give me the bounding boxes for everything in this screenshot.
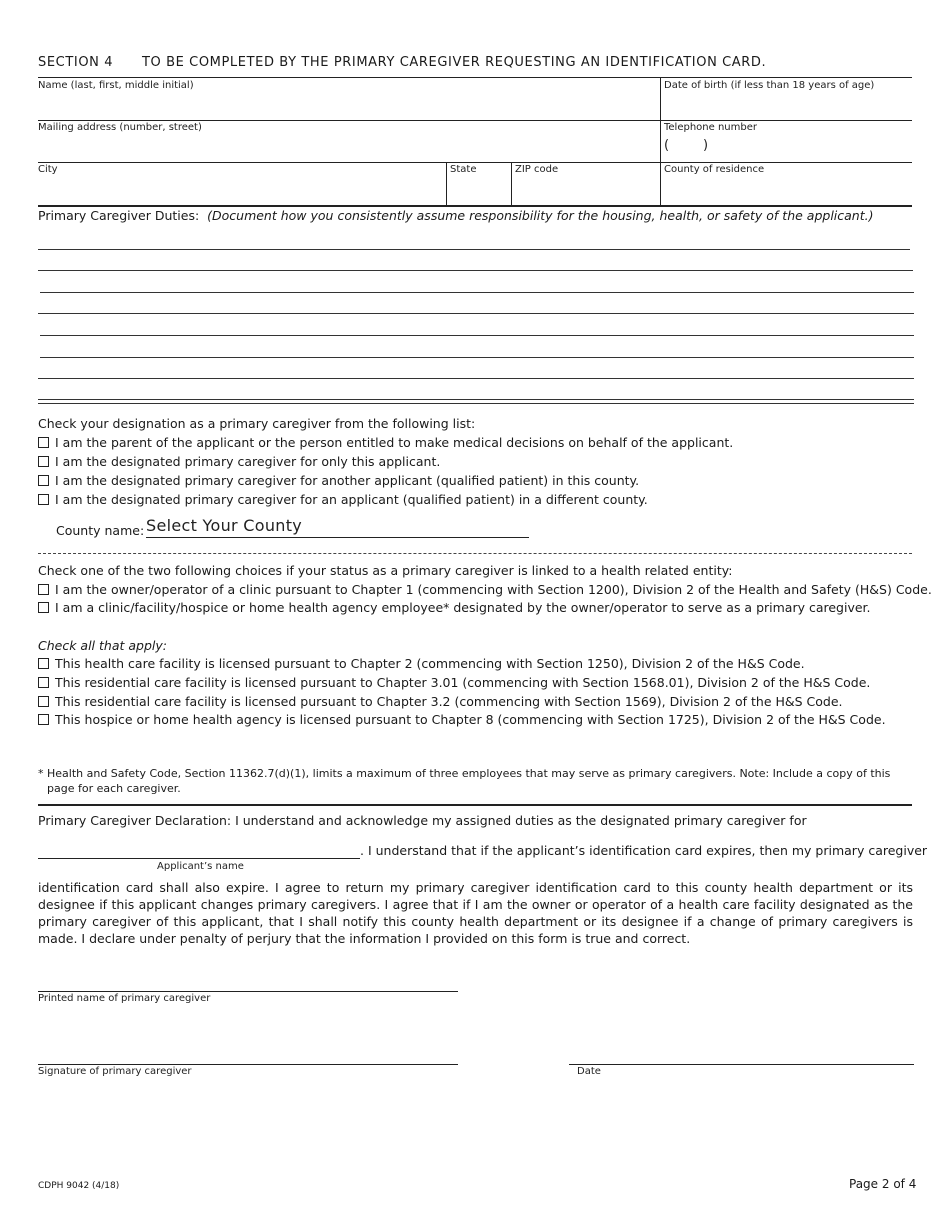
health-entity-prompt: Check one of the two following choices if your status as a primary caregiver is linked to a health related entity: [38, 563, 733, 578]
declaration-paragraph: identification card shall also expire. I agree to return my primary caregiver identification card to this county health department or its designee if this applicant changes primary caregivers. I agree that if I am the owner or operator of a health care facility designated as the primary caregiver of this applicant, that I shall notify this county health department or its designee if a change of primary caregivers is made. I declare under penalty of perjury that the information I provided on this form is true and correct. [38, 880, 913, 946]
apply-option-label: This residential care facility is licensed pursuant to Chapter 3.01 (commencing with Section 1568.01), Division 2 of the H&S Code. [55, 675, 871, 690]
section-number: SECTION 4 [38, 55, 114, 70]
apply-option-label: This residential care facility is licensed pursuant to Chapter 3.2 (commencing with Section 1569), Division 2 of the H&S Code. [55, 694, 843, 709]
applicant-name-field[interactable] [40, 840, 358, 858]
city-label: City [38, 164, 58, 175]
signature-rule [38, 1064, 458, 1065]
apply-option-label: This hospice or home health agency is licensed pursuant to Chapter 8 (commencing with Section 1725), Division 2 of the H&S Code. [55, 712, 886, 727]
declaration-intro: Primary Caregiver Declaration: I understand and acknowledge my assigned duties as the designated primary caregiver for [38, 813, 807, 828]
duties-rule [38, 313, 914, 314]
duties-rule [40, 335, 914, 336]
designation-option [38, 435, 733, 450]
duties-rule [38, 378, 914, 379]
apply-checkbox[interactable] [38, 714, 49, 725]
designation-option-label: I am the designated primary caregiver for only this applicant. [55, 454, 441, 469]
footnote [38, 766, 904, 796]
designation-checkbox[interactable] [38, 456, 49, 467]
duties-rule [40, 292, 914, 293]
date-field[interactable] [572, 1043, 910, 1063]
duties-instruction: (Document how you consistently assume responsibility for the housing, health, or safety of the applicant.) [207, 208, 874, 223]
dob-label: Date of birth (if less than 18 years of age) [664, 80, 875, 91]
duties-rule [40, 357, 914, 358]
duties-rule [38, 249, 910, 250]
designation-checkbox[interactable] [38, 494, 49, 505]
duties-heading [38, 208, 873, 223]
page-number: Page 2 of 4 [849, 1177, 917, 1191]
designation-option-label: I am the parent of the applicant or the person entitled to make medical decisions on behalf of the applicant. [55, 435, 734, 450]
section-header [38, 55, 766, 70]
county-name-select[interactable] [146, 514, 529, 538]
health-entity-option [38, 582, 932, 597]
grid-row-divider [38, 162, 912, 163]
designation-option [38, 454, 440, 469]
printed-name-label: Printed name of primary caregiver [38, 993, 211, 1004]
address-field[interactable] [40, 138, 655, 158]
applicant-name-rule [38, 858, 360, 859]
health-entity-option-label: I am the owner/operator of a clinic pursuant to Chapter 1 (commencing with Section 1200), Division 2 of the Health and Safety (H&S) Code. [55, 582, 932, 597]
footnote-line-1: * Health and Safety Code, Section 11362.7(d)(1), limits a maximum of three employees that may serve as primary caregivers. Note: Include a copy of this [38, 767, 891, 780]
apply-option-label: This health care facility is licensed pursuant to Chapter 2 (commencing with Section 1250), Division 2 of the H&S Code. [55, 656, 805, 671]
phone-open-paren: ( [664, 138, 670, 153]
designation-option-label: I am the designated primary caregiver for an applicant (qualified patient) in a different county. [55, 492, 648, 507]
grid-col-divider [446, 162, 447, 206]
county-name-label: County name: [56, 523, 145, 538]
phone-label: Telephone number [664, 122, 757, 133]
grid-bottom-border [38, 205, 912, 207]
dob-field[interactable] [666, 96, 908, 116]
date-rule [569, 1064, 914, 1065]
designation-option [38, 473, 639, 488]
grid-col-divider [660, 77, 661, 206]
apply-option [38, 656, 805, 671]
signature-label: Signature of primary caregiver [38, 1066, 192, 1077]
designation-prompt: Check your designation as a primary caregiver from the following list: [38, 416, 476, 431]
apply-option [38, 712, 886, 727]
date-label: Date [577, 1066, 601, 1077]
grid-row-divider [38, 120, 912, 121]
zip-field[interactable] [515, 180, 655, 200]
form-id: CDPH 9042 (4/18) [38, 1181, 120, 1191]
phone-area-code-field[interactable] [672, 139, 700, 157]
duties-rule [38, 399, 914, 400]
health-entity-option-label: I am a clinic/facility/hospice or home health agency employee* designated by the owner/operator to serve as a primary caregiver. [55, 600, 871, 615]
phone-close-paren: ) [703, 138, 709, 153]
applicant-name-label: Applicant’s name [157, 861, 244, 872]
phone-number-field[interactable] [716, 139, 908, 157]
designation-option [38, 492, 648, 507]
designation-option-label: I am the designated primary caregiver for another applicant (qualified patient) in this county. [55, 473, 640, 488]
designation-checkbox[interactable] [38, 475, 49, 486]
duties-rule [38, 270, 913, 271]
apply-checkbox[interactable] [38, 658, 49, 669]
duties-rule [38, 403, 914, 404]
apply-checkbox[interactable] [38, 677, 49, 688]
state-field[interactable] [450, 180, 506, 200]
county-residence-field[interactable] [666, 180, 908, 200]
designation-checkbox[interactable] [38, 437, 49, 448]
apply-prompt: Check all that apply: [38, 638, 167, 653]
declaration-top-border [38, 804, 912, 806]
state-label: State [450, 164, 477, 175]
declaration-after-name: . I understand that if the applicant’s identification card expires, then my primary caregiver [360, 843, 928, 858]
grid-col-divider [511, 162, 512, 206]
printed-name-rule [38, 991, 458, 992]
apply-option [38, 694, 843, 709]
apply-checkbox[interactable] [38, 696, 49, 707]
duties-label: Primary Caregiver Duties: [38, 208, 200, 223]
section-divider-dashed [38, 553, 912, 554]
section-title: TO BE COMPLETED BY THE PRIMARY CAREGIVER REQUESTING AN IDENTIFICATION CARD. [142, 55, 767, 70]
address-label: Mailing address (number, street) [38, 122, 202, 133]
zip-label: ZIP code [515, 164, 559, 175]
signature-field[interactable] [40, 1043, 454, 1063]
health-entity-checkbox[interactable] [38, 584, 49, 595]
health-entity-option [38, 600, 871, 615]
grid-top-border [38, 77, 912, 78]
county-residence-label: County of residence [664, 164, 765, 175]
footnote-line-2: page for each caregiver. [47, 782, 181, 795]
printed-name-field[interactable] [40, 970, 454, 990]
apply-option [38, 675, 870, 690]
name-label: Name (last, first, middle initial) [38, 80, 194, 91]
health-entity-checkbox[interactable] [38, 602, 49, 613]
city-field[interactable] [40, 180, 440, 200]
name-field[interactable] [40, 96, 655, 116]
